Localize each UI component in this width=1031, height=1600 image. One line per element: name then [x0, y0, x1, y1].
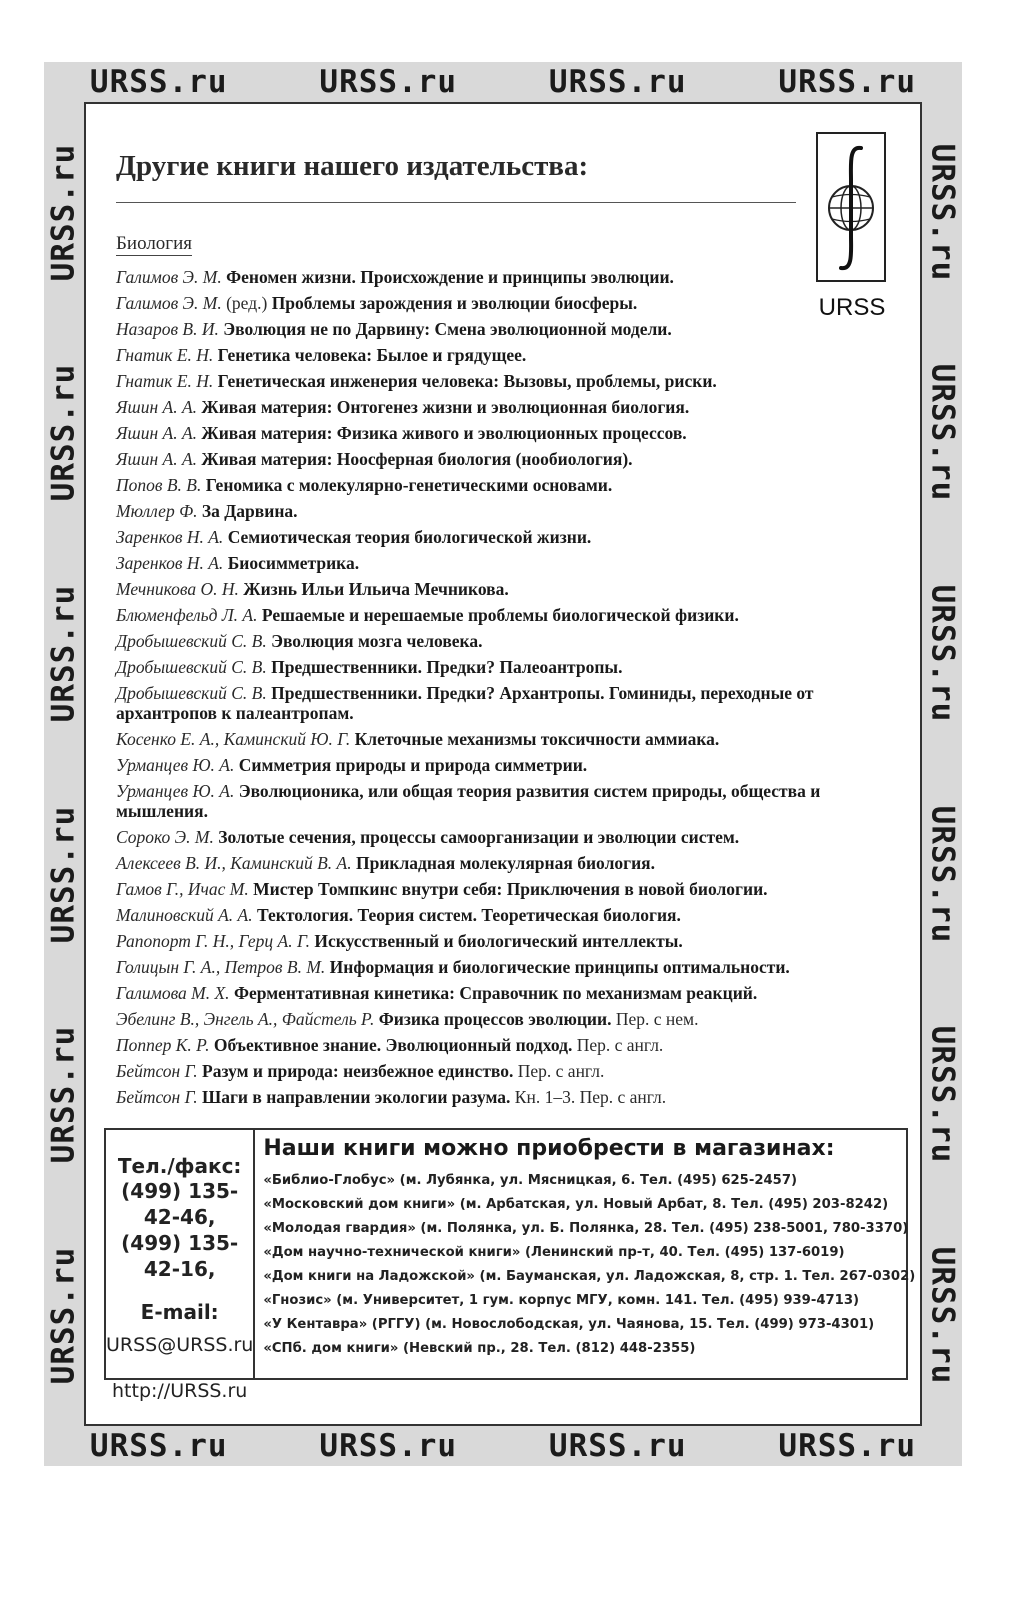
book-entry: [116, 394, 896, 420]
book-entry: [116, 498, 896, 524]
phone-label: Тел./факс:: [117, 1154, 242, 1178]
watermark: URSS.ru: [45, 143, 82, 282]
book-title: Искусственный и биологический интеллекты.: [314, 931, 683, 951]
book-title: Предшественники. Предки? Палеоантропы.: [271, 657, 623, 677]
book-title: Объективное знание. Эволюционный подход.: [213, 1035, 573, 1055]
book-title: Эволюция не по Дарвину: Смена эволюционной модели.: [223, 319, 672, 339]
watermark: URSS.ru: [45, 805, 82, 944]
book-entry: [116, 980, 896, 1006]
store-item: «Гнозис» (м. Университет, 1 гум. корпус МГУ, комн. 141. Тел. (495) 939-4713): [263, 1293, 860, 1308]
book-title: Решаемые и нерешаемые проблемы биологической физики.: [261, 605, 739, 625]
book-entry: [116, 824, 896, 850]
book-author: Заренков Н. А.: [116, 553, 224, 573]
book-title: Мистер Томпкинс внутри себя: Приключения в новой биологии.: [253, 879, 768, 899]
phone-number: (499) 135-42-16,: [121, 1231, 239, 1281]
book-title: Генетическая инженерия человека: Вызовы, проблемы, риски.: [217, 371, 717, 391]
watermark: URSS.ru: [778, 63, 917, 100]
book-note: (ред.): [226, 293, 268, 313]
book-title: Семиотическая теория биологической жизни.: [227, 527, 592, 547]
store-item: «Библио-Глобус» (м. Лубянка, ул. Мясницкая, 6. Тел. (495) 625-2457): [263, 1173, 798, 1188]
book-list: [116, 264, 896, 1110]
book-entry: [116, 876, 896, 902]
watermark-band-right: [922, 102, 962, 1426]
book-author: Рапопорт Г. Н., Герц А. Г.: [116, 931, 310, 951]
book-title: Симметрия природы и природа симметрии.: [238, 755, 588, 775]
book-author: Урманцев Ю. А.: [116, 781, 235, 801]
book-entry: [116, 264, 896, 290]
book-entry: [116, 550, 896, 576]
title-divider: [116, 202, 796, 203]
book-author: Бейтсон Г.: [116, 1061, 198, 1081]
book-entry: [116, 781, 896, 821]
watermark: URSS.ru: [319, 63, 458, 100]
book-title: Биосимметрика.: [227, 553, 360, 573]
book-entry: [116, 316, 896, 342]
watermark: URSS.ru: [924, 584, 961, 723]
book-entry: [116, 1032, 896, 1058]
book-author: Галимов Э. М.: [116, 267, 222, 287]
book-title: За Дарвина.: [201, 501, 298, 521]
website-link[interactable]: http://URSS.ru: [112, 1380, 248, 1402]
book-translation-note: Пер. с англ.: [517, 1061, 605, 1081]
book-entry: [116, 683, 896, 723]
book-title: Проблемы зарождения и эволюции биосферы.: [271, 293, 638, 313]
book-title: Золотые сечения, процессы самоорганизации и эволюции систем.: [218, 827, 740, 847]
book-author: Гамов Г., Ичас М.: [116, 879, 249, 899]
book-entry: [116, 602, 896, 628]
store-item: «Дом книги на Ладожской» (м. Бауманская, ул. Ладожская, 8, стр. 1. Тел. 267-0302): [263, 1269, 916, 1284]
book-author: Мюллер Ф.: [116, 501, 198, 521]
book-author: Бейтсон Г.: [116, 1087, 198, 1107]
watermark: URSS.ru: [45, 1246, 82, 1385]
watermark: URSS.ru: [45, 584, 82, 723]
book-title: Феномен жизни. Происхождение и принципы эволюции.: [226, 267, 674, 287]
book-author: Дробышевский С. В.: [116, 631, 267, 651]
book-author: Мечникова О. Н.: [116, 579, 239, 599]
content-panel: [84, 102, 922, 1426]
book-title: Клеточные механизмы токсичности аммиака.: [354, 729, 720, 749]
book-entry: [116, 290, 896, 316]
book-author: Галимова М. Х.: [116, 983, 230, 1003]
section-heading: Биология: [116, 233, 193, 254]
book-title: Прикладная молекулярная биология.: [355, 853, 656, 873]
store-item: «Молодая гвардия» (м. Полянка, ул. Б. Полянка, 28. Тел. (495) 238-5001, 780-3370): [263, 1221, 909, 1236]
book-author: Блюменфельд Л. А.: [116, 605, 258, 625]
contact-info: [106, 1130, 255, 1402]
watermark-band-bottom: [44, 1426, 962, 1466]
store-item: «Дом научно-технической книги» (Ленинский пр-т, 40. Тел. (495) 137-6019): [263, 1245, 845, 1260]
watermark: URSS.ru: [548, 1427, 687, 1464]
publisher-logo: [816, 132, 886, 282]
watermark: URSS.ru: [924, 143, 961, 282]
book-entry: [116, 342, 896, 368]
book-entry: [116, 850, 896, 876]
book-translation-note: Пер. с нем.: [615, 1009, 699, 1029]
book-author: Голицын Г. А., Петров В. М.: [116, 957, 326, 977]
store-item: «У Кентавра» (РГГУ) (м. Новослободская, ул. Чаянова, 15. Тел. (499) 973-4301): [263, 1317, 875, 1332]
book-entry: [116, 1058, 896, 1084]
book-author: Косенко Е. А., Каминский Ю. Г.: [116, 729, 351, 749]
watermark: URSS.ru: [924, 805, 961, 944]
book-title: Жизнь Ильи Ильича Мечникова.: [243, 579, 509, 599]
page-frame: [44, 62, 962, 1466]
book-translation-note: Кн. 1–3. Пер. с англ.: [514, 1087, 667, 1107]
book-entry: [116, 446, 896, 472]
book-entry: [116, 576, 896, 602]
watermark-band-top: [44, 62, 962, 102]
book-translation-note: Пер. с англ.: [576, 1035, 664, 1055]
watermark: URSS.ru: [89, 63, 228, 100]
contact-box: [104, 1128, 916, 1402]
phone-number: (499) 135-42-46,: [121, 1179, 239, 1229]
book-title: Эволюция мозга человека.: [271, 631, 483, 651]
watermark: URSS.ru: [924, 1026, 961, 1164]
book-author: Алексеев В. И., Каминский В. А.: [116, 853, 352, 873]
book-entry: [116, 368, 896, 394]
book-author: Дробышевский С. В.: [116, 683, 267, 703]
book-entry: [116, 1006, 896, 1032]
book-author: Назаров В. И.: [116, 319, 219, 339]
book-author: Заренков Н. А.: [116, 527, 224, 547]
book-author: Эбелинг В., Энгель А., Файстель Р.: [116, 1009, 375, 1029]
book-entry: [116, 420, 896, 446]
book-author: Сороко Э. М.: [116, 827, 214, 847]
book-author: Малиновский А. А.: [116, 905, 253, 925]
book-entry: [116, 726, 896, 752]
book-entry: [116, 524, 896, 550]
book-entry: [116, 902, 896, 928]
watermark: URSS.ru: [778, 1427, 917, 1464]
book-entry: [116, 628, 896, 654]
book-title: Разум и природа: неизбежное единство.: [202, 1061, 514, 1081]
book-title: Предшественники. Предки? Архантропы. Гоминиды, переходные от архантропов к палеантропам.: [116, 683, 814, 723]
watermark: URSS.ru: [89, 1427, 228, 1464]
book-title: Тектология. Теория систем. Теоретическая биология.: [256, 905, 681, 925]
store-list: [255, 1130, 923, 1378]
book-author: Яшин А. А.: [116, 423, 198, 443]
watermark: URSS.ru: [45, 1026, 82, 1164]
watermark: URSS.ru: [45, 364, 82, 502]
book-entry: [116, 752, 896, 778]
book-title: Эволюционика, или общая теория развития систем природы, общества и мышления.: [116, 781, 821, 821]
book-title: Ферментативная кинетика: Справочник по механизмам реакций.: [233, 983, 758, 1003]
globe-integral-icon: [821, 140, 881, 276]
book-entry: [116, 654, 896, 680]
watermark: URSS.ru: [924, 1246, 961, 1385]
watermark: URSS.ru: [319, 1427, 458, 1464]
book-entry: [116, 472, 896, 498]
watermark-band-left: [44, 102, 84, 1426]
book-author: Гнатик Е. Н.: [116, 345, 214, 365]
publisher-logo-text: URSS: [818, 294, 886, 321]
email-address[interactable]: URSS@URSS.ru: [106, 1334, 254, 1356]
book-author: Гнатик Е. Н.: [116, 371, 214, 391]
book-title: Живая материя: Ноосферная биология (нообиология).: [201, 449, 633, 469]
watermark: URSS.ru: [924, 364, 961, 502]
book-author: Яшин А. А.: [116, 397, 198, 417]
store-item: «СПб. дом книги» (Невский пр., 28. Тел. (812) 448-2355): [263, 1341, 696, 1356]
book-entry: [116, 928, 896, 954]
book-title: Информация и биологические принципы оптимальности.: [329, 957, 790, 977]
book-title: Геномика с молекулярно-генетическими основами.: [205, 475, 613, 495]
email-label: E-mail:: [140, 1300, 219, 1324]
book-title: Генетика человека: Былое и грядущее.: [217, 345, 527, 365]
watermark: URSS.ru: [548, 63, 687, 100]
book-author: Попов В. В.: [116, 475, 202, 495]
book-author: Дробышевский С. В.: [116, 657, 267, 677]
book-title: Живая материя: Онтогенез жизни и эволюционная биология.: [201, 397, 690, 417]
book-author: Поппер К. Р.: [116, 1035, 210, 1055]
book-entry: [116, 1084, 896, 1110]
page-title: Другие книги нашего издательства:: [116, 150, 589, 182]
book-title: Живая материя: Физика живого и эволюционных процессов.: [201, 423, 687, 443]
stores-heading: Наши книги можно приобрести в магазинах:: [263, 1136, 835, 1161]
book-author: Галимов Э. М.: [116, 293, 222, 313]
book-entry: [116, 954, 896, 980]
book-author: Урманцев Ю. А.: [116, 755, 235, 775]
book-author: Яшин А. А.: [116, 449, 198, 469]
store-item: «Московский дом книги» (м. Арбатская, ул. Новый Арбат, 8. Тел. (495) 203-8242): [263, 1197, 889, 1212]
book-title: Шаги в направлении экологии разума.: [202, 1087, 511, 1107]
book-title: Физика процессов эволюции.: [378, 1009, 612, 1029]
